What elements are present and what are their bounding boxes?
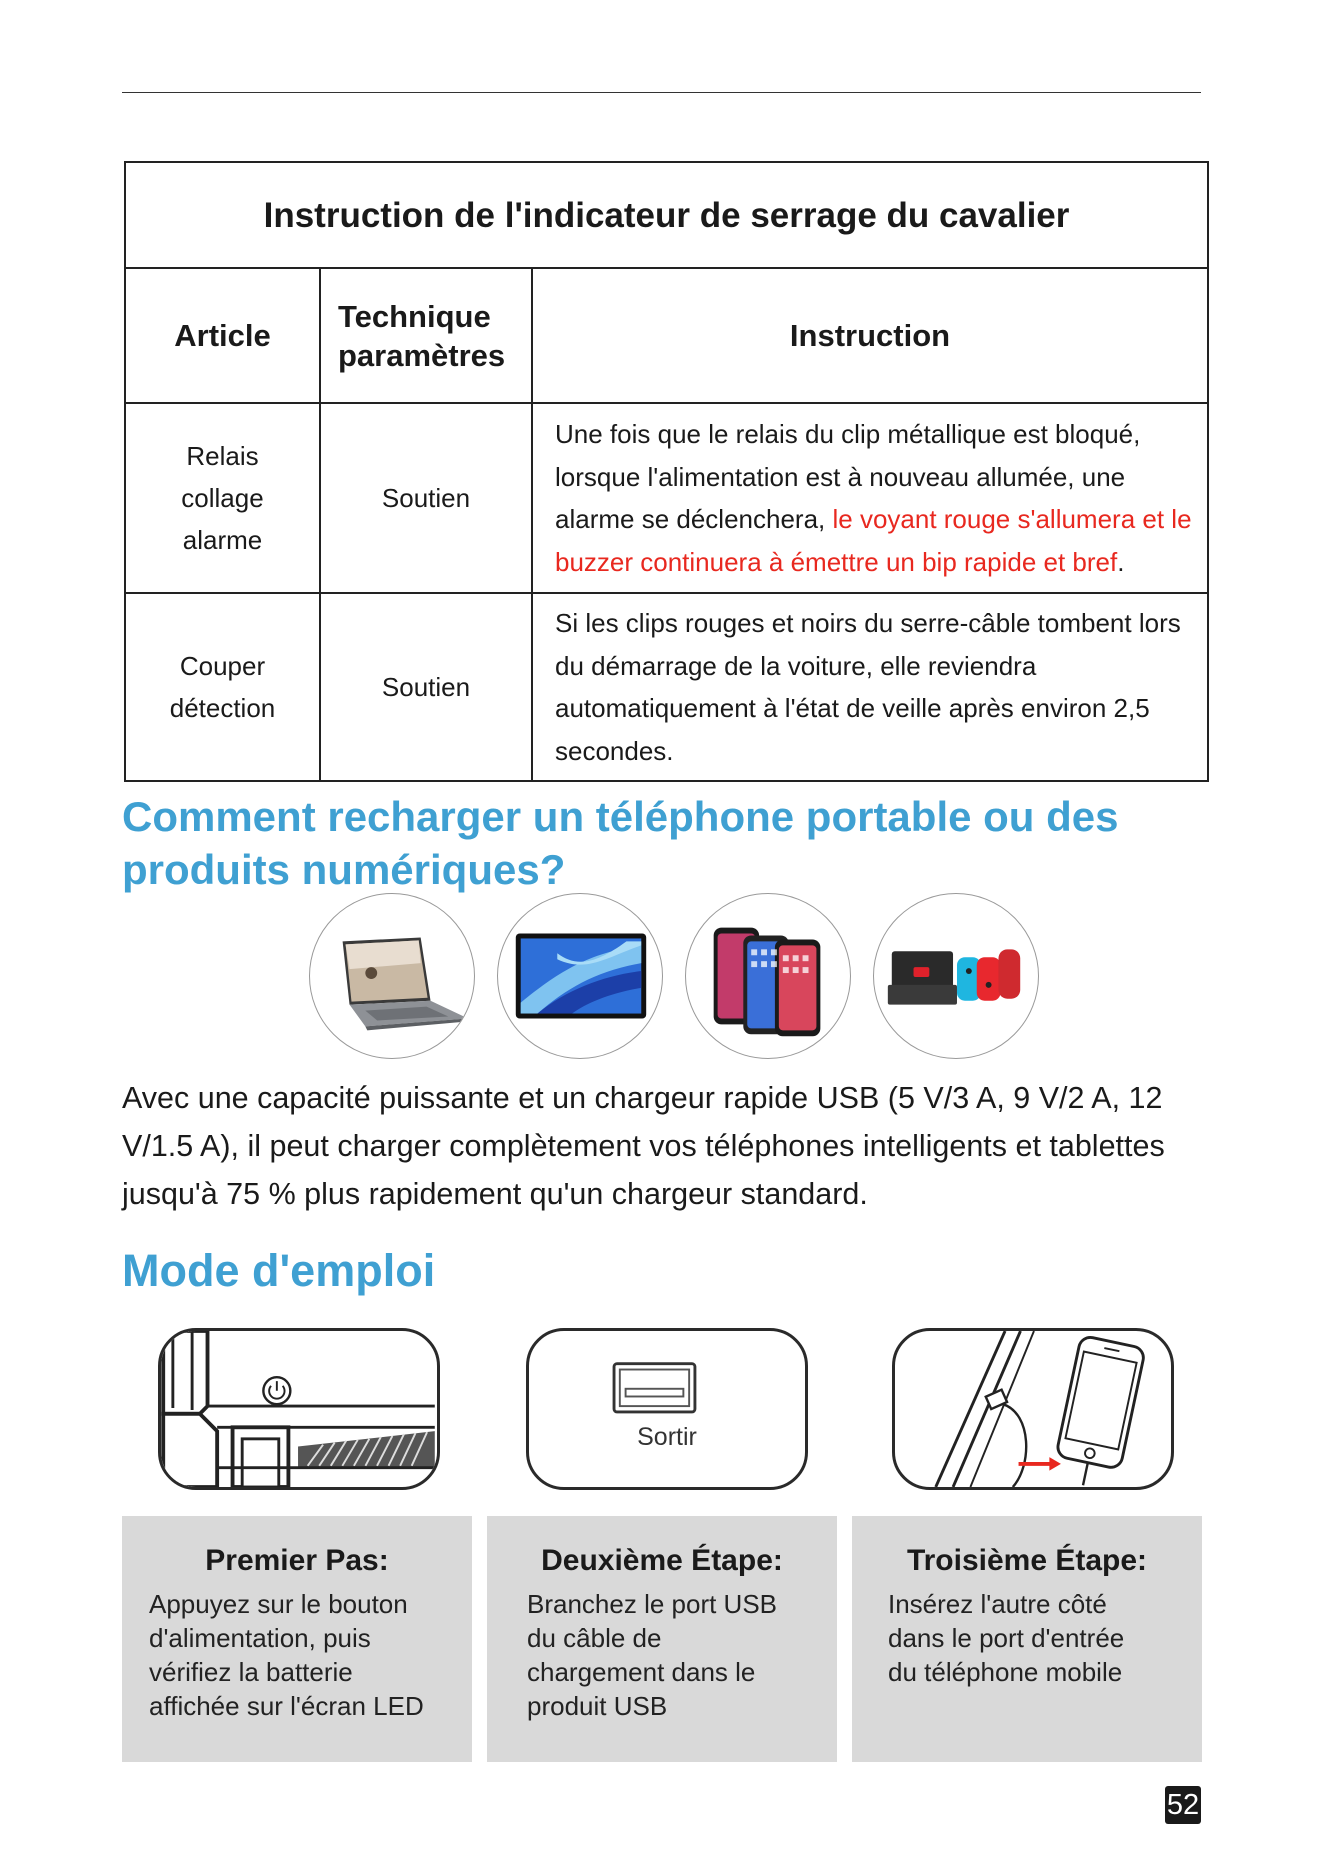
step-line: Insérez l'autre côté	[888, 1589, 1107, 1619]
step-line: du câble de	[527, 1623, 662, 1653]
header-technique	[320, 268, 532, 403]
instruction-text: Une fois que le relais du clip métallique est bloqué, lorsque l'alimentation est à nouveau allumée, une alarme se déclenchera,	[555, 419, 1141, 534]
step-description	[888, 1587, 1124, 1689]
step-description	[527, 1587, 777, 1723]
phone-connect-illustration	[892, 1328, 1174, 1490]
step-line: du téléphone mobile	[888, 1657, 1123, 1687]
row-article	[125, 593, 320, 781]
row-article-line: Couper	[179, 651, 266, 681]
power-button-illustration	[158, 1328, 440, 1490]
step-box-2	[487, 1516, 837, 1762]
row-article-line: détection	[169, 693, 276, 723]
step-line: chargement dans le	[527, 1657, 756, 1687]
header-article: Article	[125, 268, 320, 403]
table-title: Instruction de l'indicateur de serrage du cavalier	[125, 162, 1208, 268]
game-console-icon	[873, 893, 1039, 1059]
step-line: dans le port d'entrée	[888, 1623, 1125, 1653]
row-article-line: Relais	[186, 441, 259, 471]
row-article-line: alarme	[182, 525, 263, 555]
step-line: d'alimentation, puis	[149, 1623, 371, 1653]
row-technique: Soutien	[320, 593, 532, 781]
top-rule	[122, 92, 1201, 93]
step-title: Premier Pas:	[205, 1544, 389, 1577]
step-line: affichée sur l'écran LED	[149, 1691, 424, 1721]
mode-heading: Mode d'emploi	[122, 1245, 436, 1296]
step-title: Troisième Étape:	[906, 1544, 1148, 1577]
table-row	[125, 593, 1208, 781]
charge-description: Avec une capacité puissante et un chargeur rapide USB (5 V/3 A, 9 V/2 A, 12 V/1.5 A), il peut charger complètement vos téléphones intelligents et tablettes jusqu'à 75 % plus rapidement qu'un chargeur standard.	[122, 1081, 1165, 1211]
step-line: Appuyez sur le bouton	[149, 1589, 408, 1619]
row-instruction	[532, 403, 1208, 593]
step-box-1	[122, 1516, 472, 1762]
page-number: 52	[1165, 1786, 1201, 1824]
header-instruction: Instruction	[532, 268, 1208, 403]
charge-heading: Comment recharger un téléphone portable ou des produits numériques?	[122, 793, 1119, 893]
row-technique: Soutien	[320, 403, 532, 593]
row-article-line: collage	[181, 483, 264, 513]
table-row	[125, 403, 1208, 593]
usb-port-illustration	[526, 1328, 808, 1490]
clamp-indicator-table	[124, 161, 1209, 782]
step-line: Branchez le port USB	[527, 1589, 778, 1619]
laptop-icon	[309, 893, 475, 1059]
instruction-end: .	[1117, 546, 1125, 577]
row-article	[125, 403, 320, 593]
smartphones-icon	[685, 893, 851, 1059]
step-box-3	[852, 1516, 1202, 1762]
step-line: produit USB	[527, 1691, 668, 1721]
usb-output-label: Sortir	[637, 1423, 697, 1451]
header-technique-line1: Technique	[338, 298, 491, 334]
step-description	[149, 1587, 424, 1723]
step-title: Deuxième Étape:	[541, 1544, 783, 1577]
header-technique-line2: paramètres	[338, 337, 506, 373]
tablet-icon	[497, 893, 663, 1059]
instruction-warning-text: le voyant rouge s'allumera et le buzzer continuera à émettre un bip rapide et bref	[555, 504, 1192, 577]
row-instruction: Si les clips rouges et noirs du serre-câble tombent lors du démarrage de la voiture, elle reviendra automatiquement à l'état de veille après environ 2,5 secondes.	[532, 593, 1208, 781]
step-line: vérifiez la batterie	[149, 1657, 353, 1687]
